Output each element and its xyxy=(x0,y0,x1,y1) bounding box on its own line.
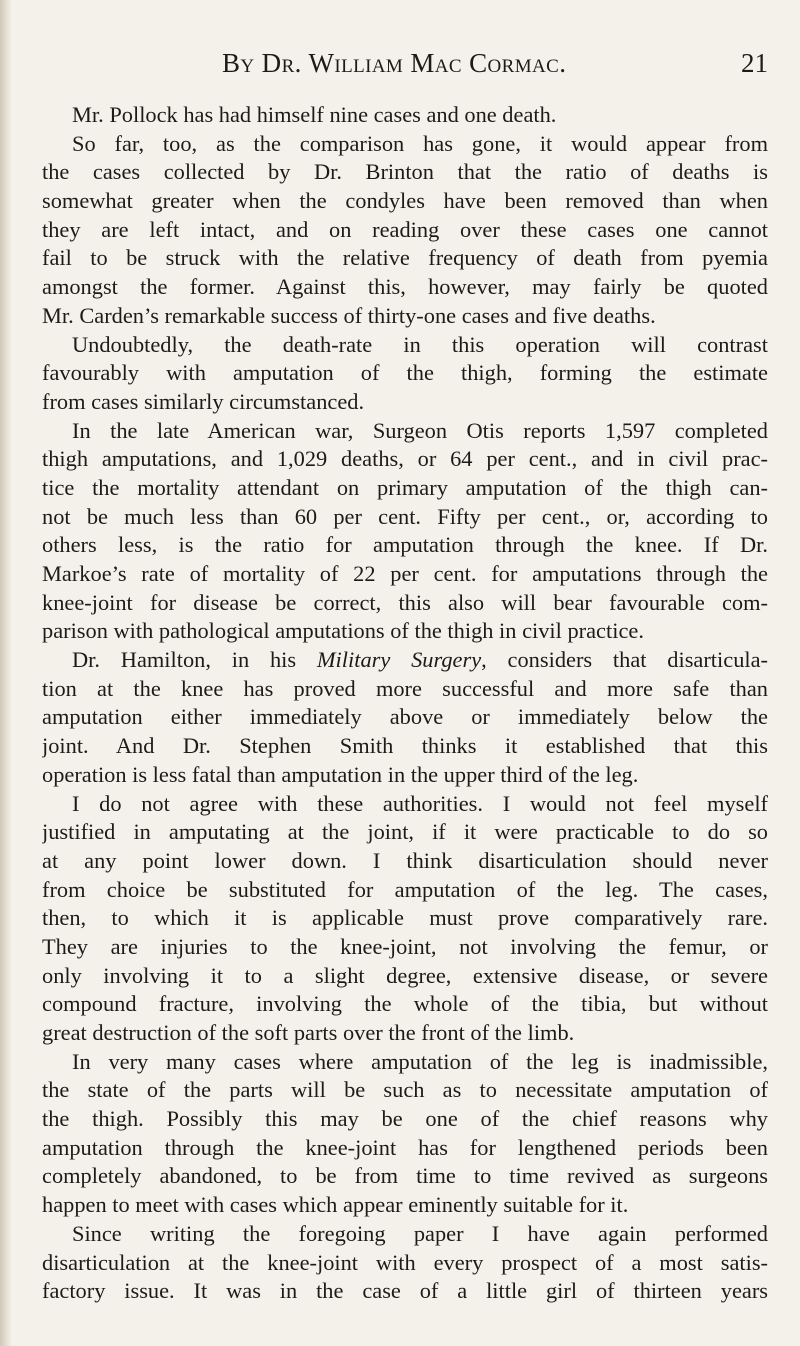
text-line: Mr. Carden’s remarkable success of thirty-one cases and five deaths. xyxy=(42,302,656,328)
text-line: amongst the former. Against this, however, may fairly be quoted xyxy=(42,274,768,300)
text-line: They are injuries to the knee-joint, not involving the femur, or xyxy=(42,933,768,959)
text-line: So far, too, as the comparison has gone, it would appear from xyxy=(72,130,768,156)
text-line: only involving it to a slight degree, extensive disease, or severe xyxy=(42,962,768,988)
text-line: happen to meet with cases which appear eminently suitable for it. xyxy=(42,1192,629,1218)
text-line: In the late American war, Surgeon Otis reports 1,597 completed xyxy=(72,417,768,443)
text-line: not be much less than 60 per cent. Fifty per cent., or, according to xyxy=(42,503,768,529)
text-segment: , considers that disarticula- xyxy=(481,647,768,673)
text-line: In very many cases where amputation of the leg is inadmissible, xyxy=(72,1048,768,1074)
page-number: 21 xyxy=(741,48,768,78)
text-line: others less, is the ratio for amputation through the knee. If Dr. xyxy=(42,532,768,558)
text-line: then, to which it is applicable must prove comparatively rare. xyxy=(42,905,768,931)
text-line: Markoe’s rate of mortality of 22 per cent. for amputations through the xyxy=(42,561,768,586)
running-head xyxy=(222,48,768,88)
text-line: completely abandoned, to be from time to time revived as surgeons xyxy=(42,1163,768,1189)
text-line: compound fracture, involving the whole of the tibia, but without xyxy=(42,991,768,1017)
text-segment: Dr. Hamilton, in his xyxy=(72,647,317,673)
text-line: Undoubtedly, the death-rate in this operation will contrast xyxy=(72,331,768,357)
text-line: favourably with amputation of the thigh, forming the estimate xyxy=(42,360,768,386)
text-line: tion at the knee has proved more successful and more safe than xyxy=(42,675,768,701)
book-title-italic: Military Surgery xyxy=(316,647,482,673)
text-line: amputation either immediately above or immediately below the xyxy=(42,704,768,730)
text-line: factory issue. It was in the case of a little girl of thirteen years xyxy=(42,1278,768,1304)
text-line: parison with pathological amputations of the thigh in civil practice. xyxy=(42,618,644,644)
page-gutter-shadow xyxy=(0,0,12,1346)
text-line: from choice be substituted for amputation of the leg. The cases, xyxy=(42,876,768,902)
text-line: knee-joint for disease be correct, this also will bear favourable com- xyxy=(42,589,768,615)
text-line: fail to be struck with the relative frequency of death from pyemia xyxy=(42,245,768,271)
text-line: Mr. Pollock has had himself nine cases and one death. xyxy=(72,102,557,127)
text-line: at any point lower down. I think disarticulation should never xyxy=(42,847,768,873)
text-line: justified in amputating at the joint, if it were practicable to do so xyxy=(42,819,768,845)
text-line: the cases collected by Dr. Brinton that the ratio of deaths is xyxy=(42,159,768,185)
text-line: the state of the parts will be such as to necessitate amputation of xyxy=(42,1077,768,1103)
text-line: amputation through the knee-joint has for lengthened periods been xyxy=(42,1134,768,1160)
text-line: thigh amputations, and 1,029 deaths, or 64 per cent., and in civil prac- xyxy=(42,446,768,472)
text-line: the thigh. Possibly this may be one of the chief reasons why xyxy=(42,1106,768,1132)
text-line: I do not agree with these authorities. I would not feel myself xyxy=(72,790,768,816)
text-line: somewhat greater when the condyles have been removed than when xyxy=(42,188,768,214)
body-text xyxy=(42,101,768,1306)
text-line: tice the mortality attendant on primary amputation of the thigh can- xyxy=(42,474,768,500)
text-line xyxy=(42,646,768,675)
text-line: joint. And Dr. Stephen Smith thinks it established that this xyxy=(42,733,768,759)
text-line: from cases similarly circumstanced. xyxy=(42,388,365,414)
text-line: Since writing the foregoing paper I have again performed xyxy=(72,1220,768,1246)
text-line: great destruction of the soft parts over the front of the limb. xyxy=(42,1020,575,1045)
running-title: By Dr. William Mac Cormac. xyxy=(222,48,567,78)
text-line: they are left intact, and on reading over these cases one cannot xyxy=(42,216,768,242)
text-line: disarticulation at the knee-joint with every prospect of a most satis- xyxy=(42,1249,768,1275)
text-line: operation is less fatal than amputation in the upper third of the leg. xyxy=(42,761,639,787)
